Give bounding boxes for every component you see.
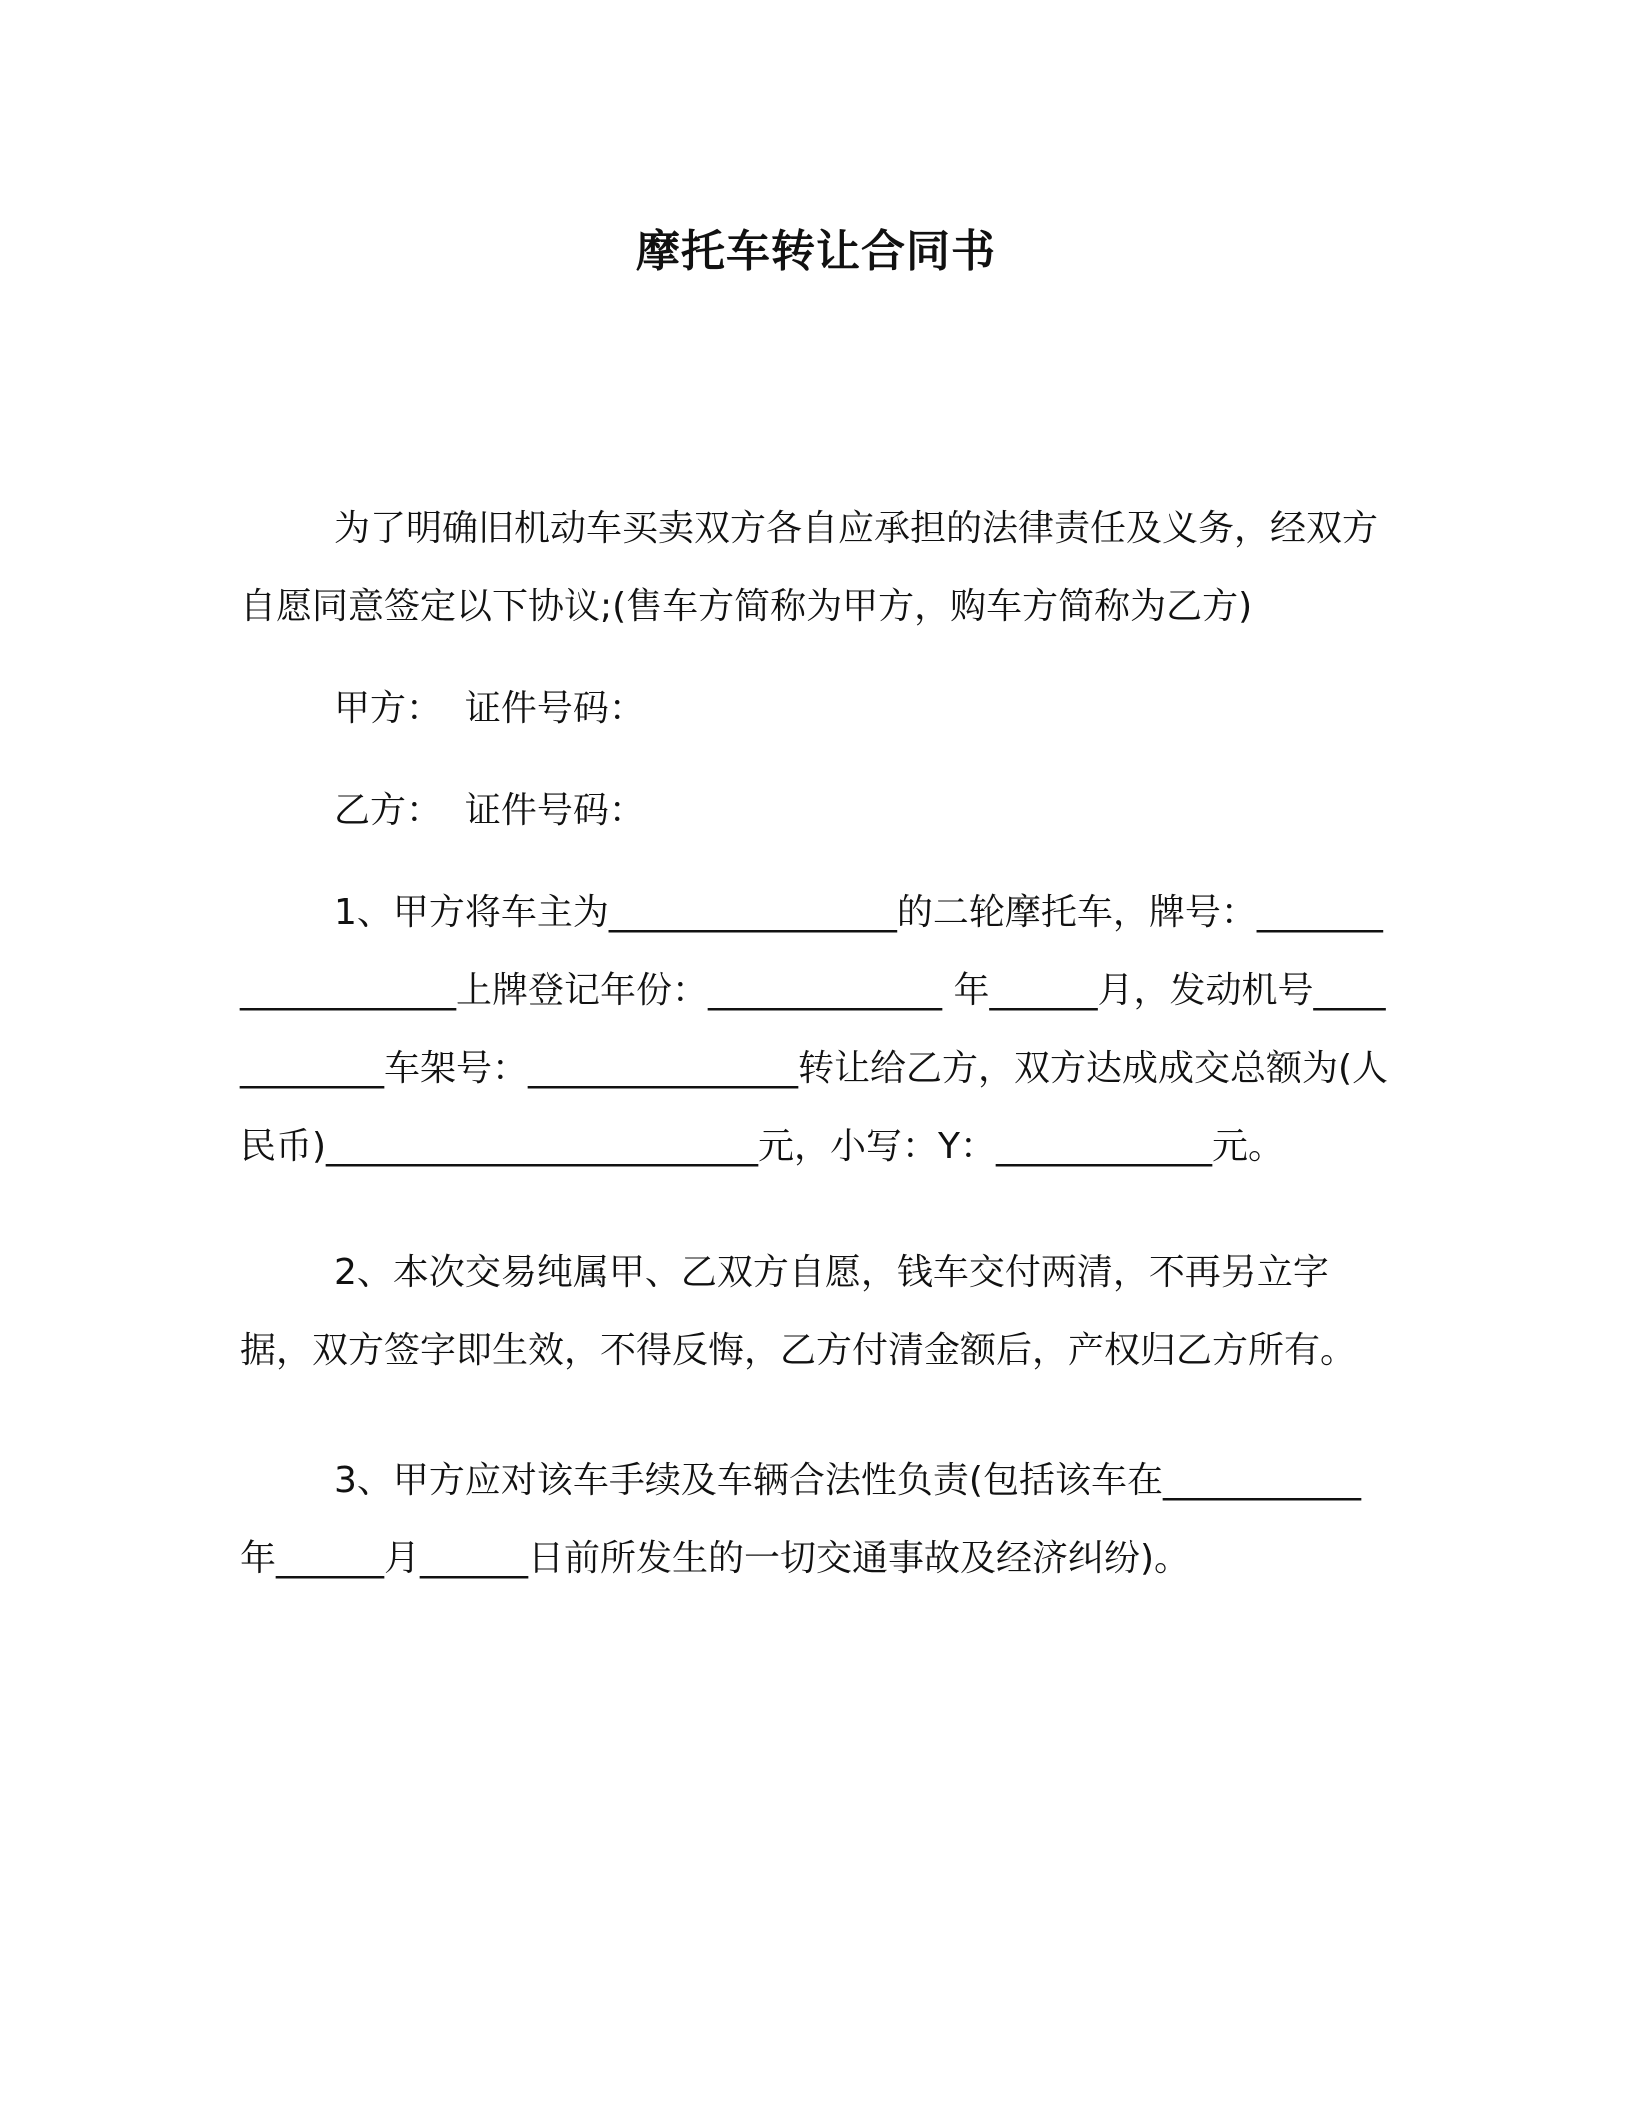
- party-b-line: 乙方： 证件号码：: [334, 790, 645, 831]
- intro-paragraph: 为了明确旧机动车买卖双方各自应承担的法律责任及义务，经双方自愿同意签定以下协议;(售车方简称为甲方，购车方简称为乙方): [240, 508, 1379, 627]
- clause-3-paragraph: 3、甲方应对该车手续及车辆合法性负责(包括该车在___________年______月______日前所发生的一切交通事故及经济纠纷)。: [240, 1460, 1361, 1579]
- party-a-line: 甲方： 证件号码：: [334, 688, 645, 729]
- clause-1-paragraph: 1、甲方将车主为________________的二轮摩托车，牌号：___________________上牌登记年份：_____________ 年______月，发动机号____________车架号：_______________转让给乙方，双方达成成交总额为(人民币)________________________元，小写：Y：____________元。: [240, 892, 1389, 1167]
- document-body: [240, 490, 1390, 1598]
- clause-2-paragraph: 2、本次交易纯属甲、乙双方自愿，钱车交付两清，不再另立字据，双方签字即生效，不得反悔，乙方付清金额后，产权归乙方所有。: [240, 1252, 1357, 1371]
- document-title: 摩托车转让合同书: [636, 226, 996, 277]
